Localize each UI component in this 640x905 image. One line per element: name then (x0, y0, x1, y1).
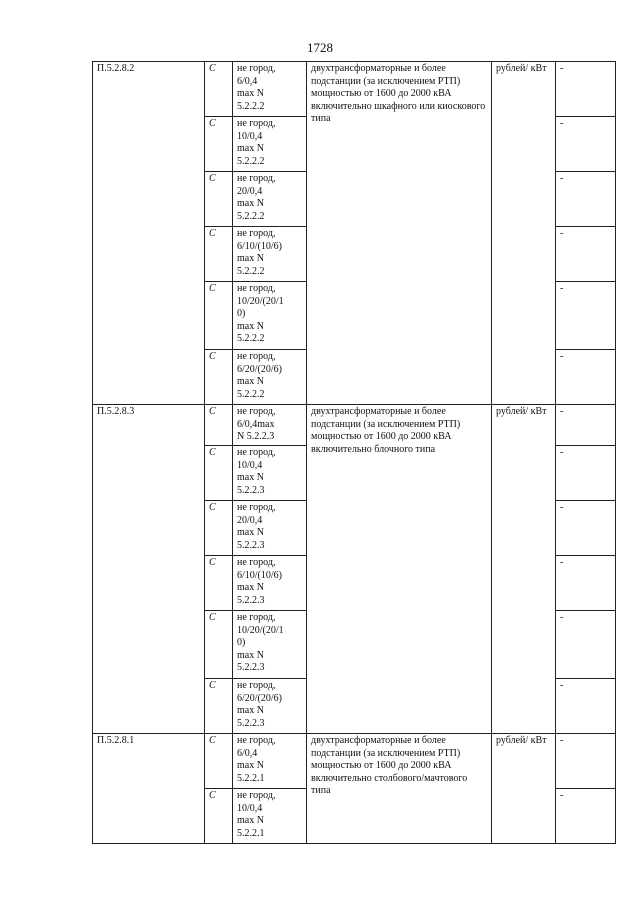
location-voltage-line: max N (237, 815, 264, 826)
location-voltage-cell (233, 556, 307, 611)
table-row (93, 62, 616, 117)
location-voltage-line: 20/0,4 (237, 514, 263, 526)
location-voltage-line: не город, (237, 447, 276, 458)
location-voltage-line: не город, (237, 63, 276, 74)
rate-value: - (556, 446, 616, 501)
location-voltage-cell (233, 405, 307, 446)
location-voltage-line: не город, (237, 502, 276, 513)
rate-value: - (556, 282, 616, 350)
location-voltage-cell (233, 679, 307, 734)
location-voltage-line: 5.2.2.3 (237, 484, 265, 496)
category-letter: С (205, 227, 233, 282)
category-letter: С (205, 679, 233, 734)
rate-value: - (556, 789, 616, 844)
location-voltage-line: 6/0,4 (237, 747, 258, 759)
location-voltage-line: max N (237, 527, 264, 538)
category-letter: С (205, 62, 233, 117)
location-voltage-line: не город, (237, 790, 276, 801)
table-row (93, 734, 616, 789)
location-voltage-line: 20/0,4 (237, 185, 263, 197)
location-voltage-line: 5.2.2.3 (237, 717, 265, 729)
location-voltage-line: не город, (237, 735, 276, 746)
location-voltage-line: 6/0,4max (237, 418, 275, 430)
rate-value: - (556, 556, 616, 611)
substation-description: двухтрансформаторные и более подстанции (за исключением РТП) мощностью от 1600 до 2000 кВА включительно шкафного или киоскового типа (307, 62, 492, 405)
location-voltage-line: max N (237, 472, 264, 483)
location-voltage-line: max N (237, 705, 264, 716)
location-voltage-cell (233, 611, 307, 679)
location-voltage-cell (233, 172, 307, 227)
location-voltage-cell (233, 62, 307, 117)
rate-value: - (556, 117, 616, 172)
location-voltage-line: 5.2.2.3 (237, 662, 265, 673)
substation-description: двухтрансформаторные и более подстанции (за исключением РТП) мощностью от 1600 до 2000 кВА включительно блочного типа (307, 405, 492, 734)
category-letter: С (205, 611, 233, 679)
location-voltage-line: 6/10/(10/6) (237, 569, 282, 581)
location-voltage-line: 5.2.2.2 (237, 333, 265, 344)
location-voltage-line: 0) (237, 308, 246, 319)
rate-value: - (556, 679, 616, 734)
category-letter: С (205, 556, 233, 611)
rate-value: - (556, 227, 616, 282)
category-letter: С (205, 282, 233, 350)
location-voltage-line: 5.2.2.1 (237, 827, 265, 839)
location-voltage-line: max N (237, 582, 264, 593)
rate-value: - (556, 501, 616, 556)
table-row (93, 405, 616, 446)
location-voltage-line: max N (237, 320, 264, 332)
location-voltage-cell (233, 734, 307, 789)
location-voltage-cell (233, 227, 307, 282)
location-voltage-line: 10/0,4 (237, 802, 263, 814)
location-voltage-line: не город, (237, 557, 276, 568)
location-voltage-line: не город, (237, 406, 276, 417)
page-number: 1728 (307, 40, 333, 55)
location-voltage-line: max N (237, 649, 264, 661)
location-voltage-line: 5.2.2.3 (237, 594, 265, 606)
category-letter: С (205, 172, 233, 227)
location-voltage-line: 5.2.2.1 (237, 772, 265, 784)
location-voltage-line: 5.2.2.2 (237, 155, 265, 167)
substation-description: двухтрансформаторные и более подстанции (за исключением РТП) мощностью от 1600 до 2000 кВА включительно столбового/мачтового типа (307, 734, 492, 844)
location-voltage-line: не город, (237, 612, 276, 623)
location-voltage-cell (233, 350, 307, 405)
unit-of-measure: рублей/ кВт (492, 62, 556, 405)
tariff-table (92, 61, 616, 844)
rate-value: - (556, 611, 616, 679)
location-voltage-line: 10/0,4 (237, 130, 263, 142)
location-voltage-line: 6/20/(20/6) (237, 363, 282, 375)
location-voltage-cell (233, 789, 307, 844)
location-voltage-line: 5.2.2.2 (237, 100, 265, 112)
location-voltage-line: 5.2.2.2 (237, 388, 265, 400)
location-voltage-line: не город, (237, 228, 276, 239)
rate-value: - (556, 172, 616, 227)
location-voltage-line: N 5.2.2.3 (237, 431, 275, 442)
location-voltage-cell (233, 282, 307, 350)
category-letter: С (205, 405, 233, 446)
category-letter: С (205, 446, 233, 501)
item-code: П.5.2.8.2 (93, 62, 205, 405)
unit-of-measure: рублей/ кВт (492, 405, 556, 734)
location-voltage-line: 10/20/(20/1 (237, 295, 284, 307)
rate-value: - (556, 62, 616, 117)
location-voltage-line: 10/20/(20/1 (237, 624, 284, 636)
location-voltage-line: max N (237, 143, 264, 154)
rate-value: - (556, 734, 616, 789)
location-voltage-line: 6/0,4 (237, 75, 258, 87)
location-voltage-line: не город, (237, 351, 276, 362)
location-voltage-line: max N (237, 253, 264, 264)
rate-value: - (556, 405, 616, 446)
location-voltage-line: не город, (237, 283, 276, 294)
location-voltage-line: 5.2.2.2 (237, 265, 265, 277)
category-letter: С (205, 350, 233, 405)
location-voltage-line: max N (237, 760, 264, 771)
item-code: П.5.2.8.1 (93, 734, 205, 844)
location-voltage-line: max N (237, 376, 264, 387)
category-letter: С (205, 789, 233, 844)
unit-of-measure: рублей/ кВт (492, 734, 556, 844)
location-voltage-line: 5.2.2.3 (237, 539, 265, 551)
location-voltage-line: не город, (237, 173, 276, 184)
category-letter: С (205, 734, 233, 789)
location-voltage-line: не город, (237, 118, 276, 129)
location-voltage-line: 0) (237, 637, 246, 648)
location-voltage-line: max N (237, 88, 264, 99)
location-voltage-line: 5.2.2.2 (237, 210, 265, 222)
rate-value: - (556, 350, 616, 405)
category-letter: С (205, 501, 233, 556)
location-voltage-line: 6/20/(20/6) (237, 692, 282, 704)
item-code: П.5.2.8.3 (93, 405, 205, 734)
location-voltage-line: 6/10/(10/6) (237, 240, 282, 252)
location-voltage-cell (233, 446, 307, 501)
location-voltage-line: max N (237, 198, 264, 209)
location-voltage-cell (233, 117, 307, 172)
location-voltage-line: не город, (237, 680, 276, 691)
location-voltage-cell (233, 501, 307, 556)
location-voltage-line: 10/0,4 (237, 459, 263, 471)
category-letter: С (205, 117, 233, 172)
